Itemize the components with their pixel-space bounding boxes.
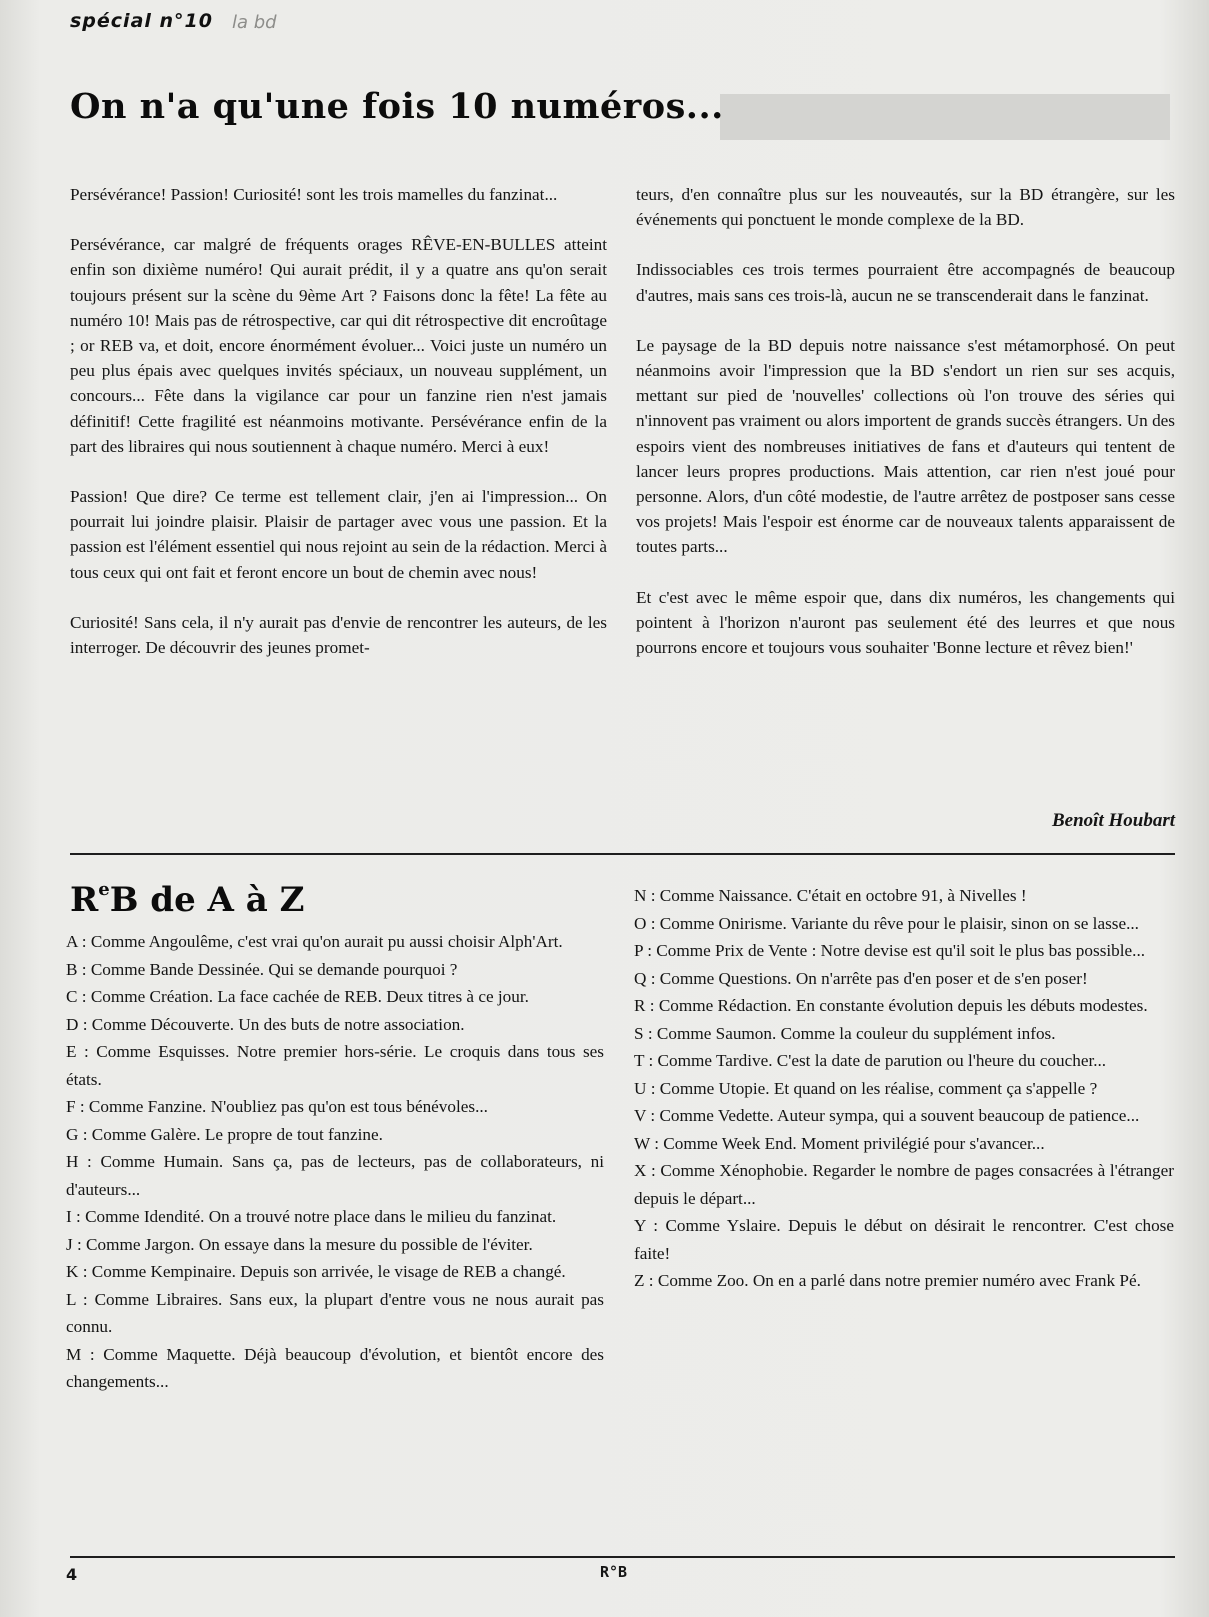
list-item: H : Comme Humain. Sans ça, pas de lecteurs, pas de collaborateurs, ni d'auteurs... <box>66 1152 604 1199</box>
az-list-left <box>66 928 604 1396</box>
header-faint-text: la bd <box>232 12 277 33</box>
az-title-r: R <box>70 880 99 920</box>
footer-divider <box>70 1556 1175 1558</box>
az-title-rest: B de A à Z <box>109 880 305 920</box>
article-title: On n'a qu'une fois 10 numéros... <box>70 86 724 127</box>
list-item: W : Comme Week End. Moment privilégié pour s'avancer... <box>634 1133 1045 1153</box>
list-item: Z : Comme Zoo. On en a parlé dans notre premier numéro avec Frank Pé. <box>634 1271 1141 1290</box>
list-item: J : Comme Jargon. On essaye dans la mesure du possible de l'éviter. <box>66 1234 533 1254</box>
paragraph: teurs, d'en connaître plus sur les nouveautés, sur la BD étrangère, sur les événements qui ponctuent le monde complexe de la BD. <box>636 185 1175 230</box>
list-item: E : Comme Esquisses. Notre premier hors-série. Le croquis dans tous ses états. <box>66 1042 604 1089</box>
list-item: C : Comme Création. La face cachée de REB. Deux titres à ce jour. <box>66 987 529 1006</box>
footer-logo: R°B <box>600 1563 628 1581</box>
list-item: X : Comme Xénophobie. Regarder le nombre de pages consacrées à l'étranger depuis le départ... <box>634 1161 1174 1208</box>
issue-label: spécial n°10 <box>70 10 213 32</box>
list-item: K : Comme Kempinaire. Depuis son arrivée, le visage de REB a changé. <box>66 1262 566 1281</box>
list-item: U : Comme Utopie. Et quand on les réalise, comment ça s'appelle ? <box>634 1078 1098 1098</box>
list-item: O : Comme Onirisme. Variante du rêve pour le plaisir, sinon on se lasse... <box>634 913 1139 933</box>
paragraph: Indissociables ces trois termes pourraient être accompagnés de beaucoup d'autres, mais sans ces trois-là, aucun ne se transcenderait dans le fanzinat. <box>636 260 1175 305</box>
page-number: 4 <box>66 1565 78 1584</box>
list-item: I : Comme Idendité. On a trouvé notre place dans le milieu du fanzinat. <box>66 1207 557 1226</box>
paragraph: Et c'est avec le même espoir que, dans dix numéros, les changements qui pointent à l'horizon n'auront pas seulement été des leurres et que nous pourrons encore et toujours vous souhaiter 'Bonne lecture et rêvez bien!' <box>636 587 1175 658</box>
list-item: D : Comme Découverte. Un des buts de notre association. <box>66 1014 465 1034</box>
az-list-right <box>634 882 1174 1295</box>
list-item: Y : Comme Yslaire. Depuis le début on désirait le rencontrer. C'est chose faite! <box>634 1216 1174 1263</box>
section-divider <box>70 853 1175 855</box>
list-item: P : Comme Prix de Vente : Notre devise est qu'il soit le plus bas possible... <box>634 941 1146 960</box>
intro-column-left <box>70 182 607 685</box>
list-item: B : Comme Bande Dessinée. Qui se demande pourquoi ? <box>66 959 458 979</box>
paragraph: Le paysage de la BD depuis notre naissance s'est métamorphosé. On peut néanmoins avoir l'impression que la BD s'endort un rien sur ses acquis, mettant sur pied de 'nouvelles' collections où l'on trouve des séries qui n'innovent pas vraiment ou alors importent de grands succès étrangers. Un des espoirs vient des nombreuses initiatives de fans et d'auteurs qui tentent de lancer leurs propres productions. Mais attention, car rien n'est joué pour personne. Alors, d'un côté modestie, de l'autre arrêtez de postposer sans cesse vos projets! Mais l'espoir est énorme car de nouveaux talents apparaissent de toutes parts... <box>636 335 1175 557</box>
az-section-title <box>70 880 304 920</box>
list-item: R : Comme Rédaction. En constante évolution depuis les débuts modestes. <box>634 996 1148 1015</box>
list-item: A : Comme Angoulême, c'est vrai qu'on aurait pu aussi choisir Alph'Art. <box>66 932 563 951</box>
author-signature: Benoît Houbart <box>1052 810 1175 831</box>
list-item: L : Comme Libraires. Sans eux, la plupart d'entre vous ne nous aurait pas connu. <box>66 1289 604 1336</box>
list-item: T : Comme Tardive. C'est la date de parution ou l'heure du coucher... <box>634 1051 1107 1070</box>
list-item: V : Comme Vedette. Auteur sympa, qui a souvent beaucoup de patience... <box>634 1106 1140 1125</box>
az-title-sup: e <box>98 878 110 900</box>
paragraph: Curiosité! Sans cela, il n'y aurait pas d'envie de rencontrer les auteurs, de les interroger. De découvrir des jeunes promet- <box>70 612 607 658</box>
list-item: S : Comme Saumon. Comme la couleur du supplément infos. <box>634 1023 1056 1043</box>
background-bleedthrough <box>720 94 1170 140</box>
list-item: Q : Comme Questions. On n'arrête pas d'en poser et de s'en poser! <box>634 968 1088 988</box>
list-item: F : Comme Fanzine. N'oubliez pas qu'on est tous bénévoles... <box>66 1097 488 1116</box>
list-item: G : Comme Galère. Le propre de tout fanzine. <box>66 1124 383 1144</box>
list-item: N : Comme Naissance. C'était en octobre 91, à Nivelles ! <box>634 886 1027 905</box>
paragraph: Persévérance, car malgré de fréquents orages RÊVE-EN-BULLES atteint enfin son dixième numéro! Qui aurait prédit, il y a quatre ans qu'on serait toujours présent sur la scène du 9ème Art ? Faisons donc la fête! La fête au numéro 10! Mais pas de rétrospective, car qui dit rétrospective dit encroûtage ; or REB va, et doit, encore énormément évoluer... Voici juste un numéro un peu plus épais avec quelques invités spéciaux, un nouveau supplément, un concours... Fête dans la vigilance car pour un fanzine rien n'est jamais définitif! Cette fragilité est néanmoins motivante. Persévérance enfin de la part des libraires qui nous soutiennent à chaque numéro. Merci à eux! <box>70 235 607 456</box>
list-item: M : Comme Maquette. Déjà beaucoup d'évolution, et bientôt encore des changements... <box>66 1344 604 1391</box>
paragraph: Persévérance! Passion! Curiosité! sont les trois mamelles du fanzinat... <box>70 185 558 204</box>
paragraph: Passion! Que dire? Ce terme est tellement clair, j'en ai l'impression... On pourrait lui joindre plaisir. Plaisir de partager avec vous une passion. Et la passion est l'élément essentiel qui nous rejoint au sein de la rédaction. Merci à tous ceux qui ont fait et feront encore un bout de chemin avec nous! <box>70 487 607 582</box>
intro-column-right <box>636 182 1175 685</box>
